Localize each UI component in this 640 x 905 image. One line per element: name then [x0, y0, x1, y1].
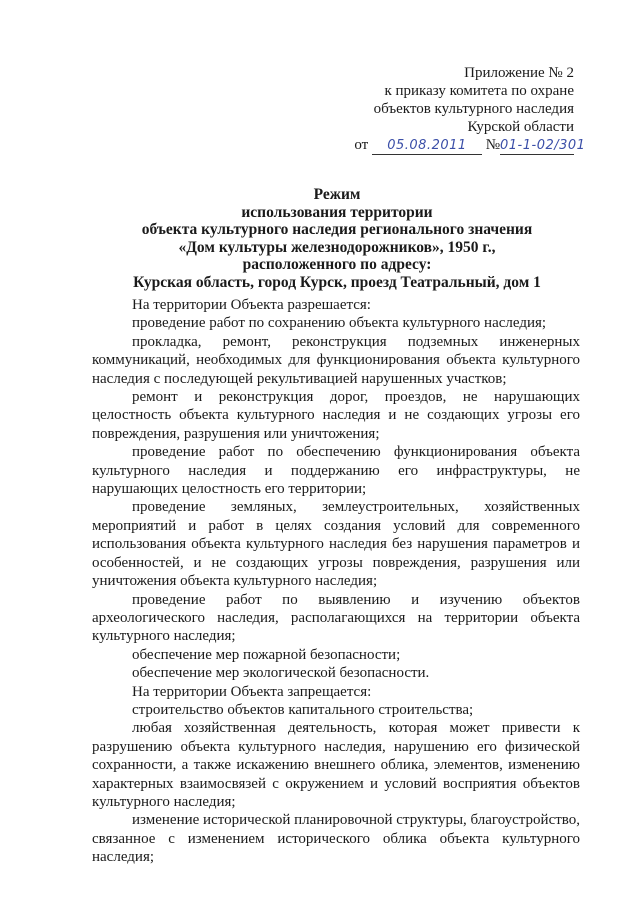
order-number-field [500, 137, 586, 155]
appendix-header [330, 64, 586, 155]
handwritten-number: 01-1-02/301 [500, 138, 586, 153]
handwritten-date: 05.08.2011 [387, 138, 467, 153]
title-address-label: расположенного по адресу: [242, 256, 432, 274]
paragraph: прокладка, ремонт, реконструкция подземных инженерных коммуникаций, необходимых для функционирования объекта культурного наследия с последующей рекультивацией нарушенных участков; [92, 333, 580, 387]
order-date-number-line [330, 136, 586, 155]
document-body [92, 296, 580, 867]
paragraph: обеспечение мер экологической безопасности. [132, 665, 430, 682]
paragraph: проведение работ по выявлению и изучению объектов археологического наследия, располагающихся на территории объекта культурного наследия; [92, 591, 580, 645]
appendix-number: Приложение № 2 [464, 65, 574, 81]
document-title [70, 186, 604, 292]
title-object: объекта культурного наследия регионального значения [141, 221, 533, 239]
title-address: Курская область, город Курск, проезд Театральный, дом 1 [133, 273, 541, 291]
paragraph-allowed-heading: На территории Объекта разрешается: [132, 297, 371, 313]
appendix-region: Курской области [467, 119, 574, 135]
from-label: от [354, 137, 369, 153]
paragraph: проведение земляных, землеустроительных, хозяйственных мероприятий и работ в целях создания условий для современного использования объекта культурного наследия без нарушения параметров и особенностей, и не создающих угрозы повреждения, разрушения или уничтожения объекта культурного наследия; [92, 499, 580, 590]
paragraph: любая хозяйственная деятельность, которая может привести к разрушению объекта культурного наследия, нарушению его физической сохранности, а также искажению внешнего облика, элементов, изменению характерных взаимосвязей с окружением и условий восприятия объектов культурного наследия; [92, 720, 580, 810]
title-regime: Режим [313, 186, 361, 203]
paragraph-forbidden-heading: На территории Объекта запрещается: [132, 683, 372, 700]
paragraph: строительство объектов капитального строительства; [132, 701, 474, 718]
paragraph: ремонт и реконструкция дорог, проездов, не нарушающих целостность объекта культурного наследия и не создающих угрозы его повреждения, разрушения или уничтожения; [92, 389, 580, 442]
title-usage: использования территории [241, 203, 433, 221]
paragraph: проведение работ по обеспечению функционирования объекта культурного наследия и поддержанию его инфраструктуры, не нарушающих целостность его территории; [92, 444, 580, 498]
appendix-committee: объектов культурного наследия [373, 101, 574, 117]
title-name: «Дом культуры железнодорожников», 1950 г., [178, 238, 496, 256]
order-date-field [372, 137, 482, 155]
appendix-order-ref: к приказу комитета по охране [384, 83, 574, 99]
paragraph: обеспечение мер пожарной безопасности; [132, 646, 401, 663]
paragraph: проведение работ по сохранению объекта культурного наследия; [132, 315, 547, 332]
number-label: № [485, 137, 500, 153]
paragraph: изменение исторической планировочной структуры, благоустройство, связанное с изменением исторического облика объекта культурного наследия; [92, 812, 581, 866]
